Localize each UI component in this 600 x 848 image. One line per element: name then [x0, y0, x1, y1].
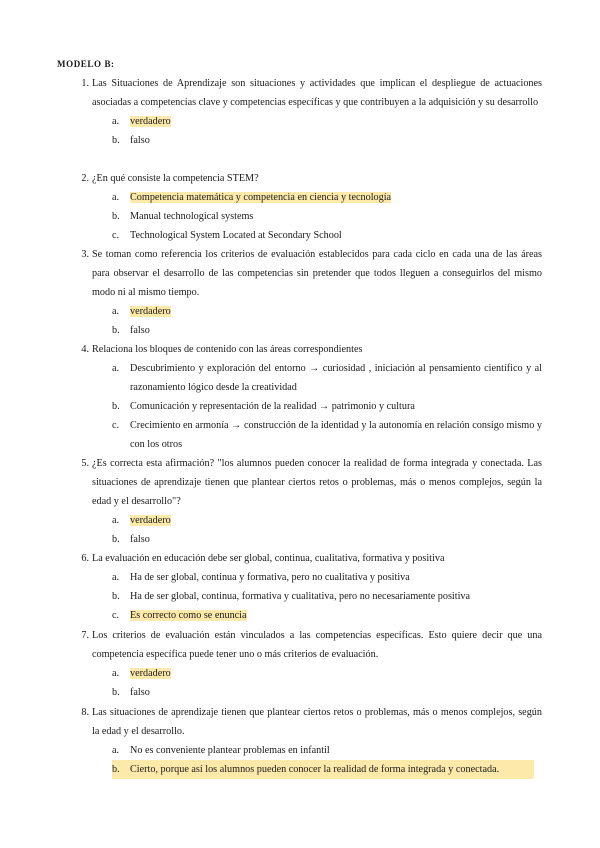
option-letter: b.: [112, 687, 120, 698]
question-7: [75, 626, 542, 702]
question-text: ¿En qué consiste la competencia STEM?: [92, 173, 259, 184]
question-text: Las situaciones de aprendizaje tienen que plantear ciertos retos o problemas, más o menos complejos, según la edad y el desarrollo.: [92, 707, 542, 737]
question-number: 5.: [81, 458, 89, 469]
option-c[interactable]: [112, 416, 542, 454]
option-text: Ha de ser global, continua, formativa y cualitativa, pero no necesariamente positiva: [130, 591, 471, 602]
option-letter: a.: [112, 515, 120, 526]
option-text: verdadero: [130, 116, 171, 127]
option-letter: b.: [112, 534, 120, 545]
option-b[interactable]: [112, 683, 542, 702]
option-a[interactable]: [112, 188, 542, 207]
option-text: Comunicación y representación de la realidad → patrimonio y cultura: [130, 401, 415, 412]
question-5: [75, 454, 542, 549]
option-text: Competencia matemática y competencia en ciencia y tecnología: [130, 192, 392, 203]
option-text: Manual technological systems: [130, 211, 254, 222]
option-letter: a.: [112, 116, 120, 127]
page-title: MODELO B:: [57, 59, 115, 69]
option-text: verdadero: [130, 306, 171, 317]
option-text: verdadero: [130, 668, 171, 679]
option-letter: a.: [112, 668, 120, 679]
option-text: Cierto, porque así los alumnos pueden conocer la realidad de forma integrada y conectada.: [130, 764, 500, 775]
question-2: [75, 169, 542, 245]
option-text: No es conveniente plantear problemas en infantil: [130, 745, 330, 756]
option-c[interactable]: [112, 226, 542, 245]
option-a[interactable]: [112, 664, 542, 683]
option-b[interactable]: [112, 760, 534, 779]
option-letter: a.: [112, 306, 120, 317]
option-text: falso: [130, 687, 150, 698]
option-text: falso: [130, 325, 150, 336]
question-4: [75, 340, 542, 454]
question-text: Se toman como referencia los criterios de evaluación establecidos para cada ciclo en cada una de las áreas para observar el desarrollo de las competencias sin pretender que todos lleguen a conseguirlos del mismo modo ni al mismo tiempo.: [92, 249, 542, 298]
option-letter: a.: [112, 745, 120, 756]
option-a[interactable]: [112, 511, 542, 530]
option-text: falso: [130, 534, 150, 545]
option-a[interactable]: [112, 568, 542, 587]
question-text: Los criterios de evaluación están vinculados a las competencias específicas. Esto quiere decir que una competencia específica puede tener uno o más criterios de evaluación.: [92, 630, 542, 660]
option-text: Es correcto como se enuncia: [130, 610, 247, 621]
question-number: 2.: [81, 173, 89, 184]
question-text: Las Situaciones de Aprendizaje son situaciones y actividades que implican el despliegue de actuaciones asociadas a competencias clave y competencias específicas y que contribuyen a la adquisición y su desarrollo: [92, 78, 542, 108]
option-a[interactable]: [112, 741, 542, 760]
question-6: [75, 549, 542, 625]
option-c[interactable]: [112, 606, 542, 625]
option-text: Ha de ser global, continua y formativa, pero no cualitativa y positiva: [130, 572, 410, 583]
option-text: verdadero: [130, 515, 171, 526]
option-letter: b.: [112, 401, 120, 412]
option-text: Crecimiento en armonía → construcción de la identidad y la autonomía en relación consigo mismo y con los otros: [130, 420, 542, 450]
option-b[interactable]: [112, 321, 542, 340]
question-number: 8.: [81, 707, 89, 718]
question-number: 7.: [81, 630, 89, 641]
option-a[interactable]: [112, 302, 542, 321]
option-b[interactable]: [112, 530, 542, 549]
option-a[interactable]: [112, 359, 542, 397]
option-a[interactable]: [112, 112, 542, 131]
question-text: ¿Es correcta esta afirmación? "los alumnos pueden conocer la realidad de forma integrada y conectada. Las situaciones de aprendizaje tienen que plantear ciertos retos o problemas, más o menos complejos, según la edad y el desarrollo"?: [92, 458, 542, 507]
question-text: Relaciona los bloques de contenido con las áreas correspondientes: [92, 344, 363, 355]
option-letter: a.: [112, 192, 120, 203]
option-letter: b.: [112, 764, 120, 775]
question-1: [75, 74, 542, 150]
question-number: 4.: [81, 344, 89, 355]
option-letter: c.: [112, 230, 120, 241]
option-text: falso: [130, 135, 150, 146]
option-letter: a.: [112, 572, 120, 583]
option-letter: c.: [112, 610, 120, 621]
option-letter: b.: [112, 135, 120, 146]
question-number: 3.: [81, 249, 89, 260]
option-letter: b.: [112, 211, 120, 222]
question-8: [75, 703, 542, 779]
option-b[interactable]: [112, 587, 542, 606]
option-b[interactable]: [112, 207, 542, 226]
option-text: Technological System Located at Secondary School: [130, 230, 342, 241]
option-letter: a.: [112, 363, 120, 374]
question-number: 6.: [81, 553, 89, 564]
question-number: 1.: [81, 78, 89, 89]
option-letter: b.: [112, 591, 120, 602]
option-text: Descubrimiento y exploración del entorno → curiosidad , iniciación al pensamiento científico y al razonamiento lógico desde la creatividad: [130, 363, 542, 393]
question-text: La evaluación en educación debe ser global, continua, cualitativa, formativa y positiva: [92, 553, 445, 564]
option-b[interactable]: [112, 397, 542, 416]
option-letter: c.: [112, 420, 120, 431]
option-b[interactable]: [112, 131, 542, 150]
question-3: [75, 245, 542, 340]
option-letter: b.: [112, 325, 120, 336]
